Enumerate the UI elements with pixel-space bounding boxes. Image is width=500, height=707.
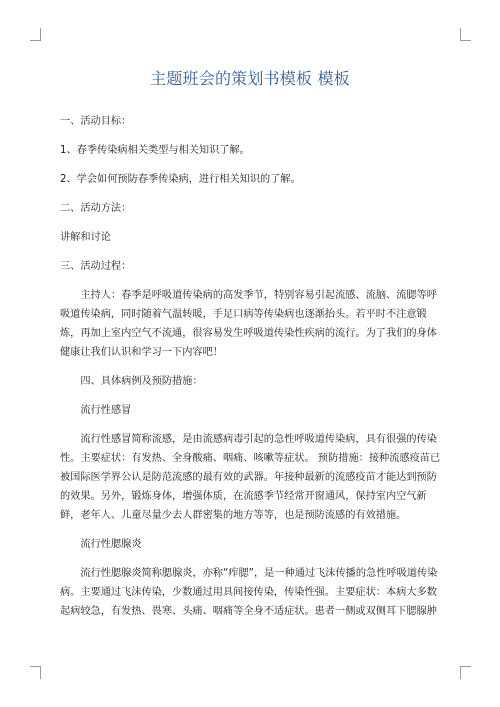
subheading-influenza: 流行性感冒 [80,405,132,416]
section-heading-methods: 二、活动方法： [60,203,132,214]
goal-item-2: 2、学会如何预防春季传染病，进行相关知识的了解。 [60,174,301,185]
section-heading-goals: 一、活动目标： [60,116,132,127]
crop-mark-bottom-left [30,666,41,679]
document-title: 主题班会的策划书模板 模板 [150,69,350,88]
crop-mark-top-right [460,28,471,41]
influenza-paragraph: 流行性感冒简称流感，是由流感病毒引起的急性呼吸道传染病，具有很强的传染性。主要症状：有发热、全身酸痛、咽痛、咳嗽等症状。 预防措施：接种流感疫苗已被国际医学界公认是防范流感的最有效的武器。年接种最新的流感疫苗才能达到预防的效果。另外，锻炼身体，增强体质，在流感季节经常开窗通风，保持室内空气新鲜，老年人、儿童尽量少去人群密集的地方等等，也是预防流感的有效措施。 [60,434,441,521]
mumps-paragraph: 流行性腮腺炎简称腮腺炎，亦称“痄腮”，是一种通过飞沫传播的急性呼吸道传染病。主要通过飞沫传染，少数通过用具间接传染，传染性强。主要症状：本病大多数起病较急，有发热、畏寒、头痛、咽痛等全身不适症状。患者一侧或双侧耳下腮腺肿 [60,568,438,617]
methods-text: 讲解和讨论 [60,232,111,243]
crop-mark-bottom-right [460,666,471,679]
document-body [60,112,444,621]
goal-item-1: 1、春季传染病相关类型与相关知识了解。 [60,145,250,156]
host-paragraph: 主持人：春季是呼吸道传染病的高发季节，特别容易引起流感、流脑、流腮等呼吸道传染病，同时随着气温转暖，手足口病等传染病也逐渐抬头。若平时不注意锻炼，再加上室内空气不流通，很容易发生呼吸道传染性疾病的流行。为了我们的身体健康让我们认识和学习一下内容吧！ [60,290,437,358]
subheading-mumps: 流行性腮腺炎 [80,539,142,550]
section-heading-cases: 四、具体病例及预防措施： [80,376,203,387]
section-heading-process: 三、活动过程： [60,261,132,272]
crop-mark-top-left [30,28,41,41]
